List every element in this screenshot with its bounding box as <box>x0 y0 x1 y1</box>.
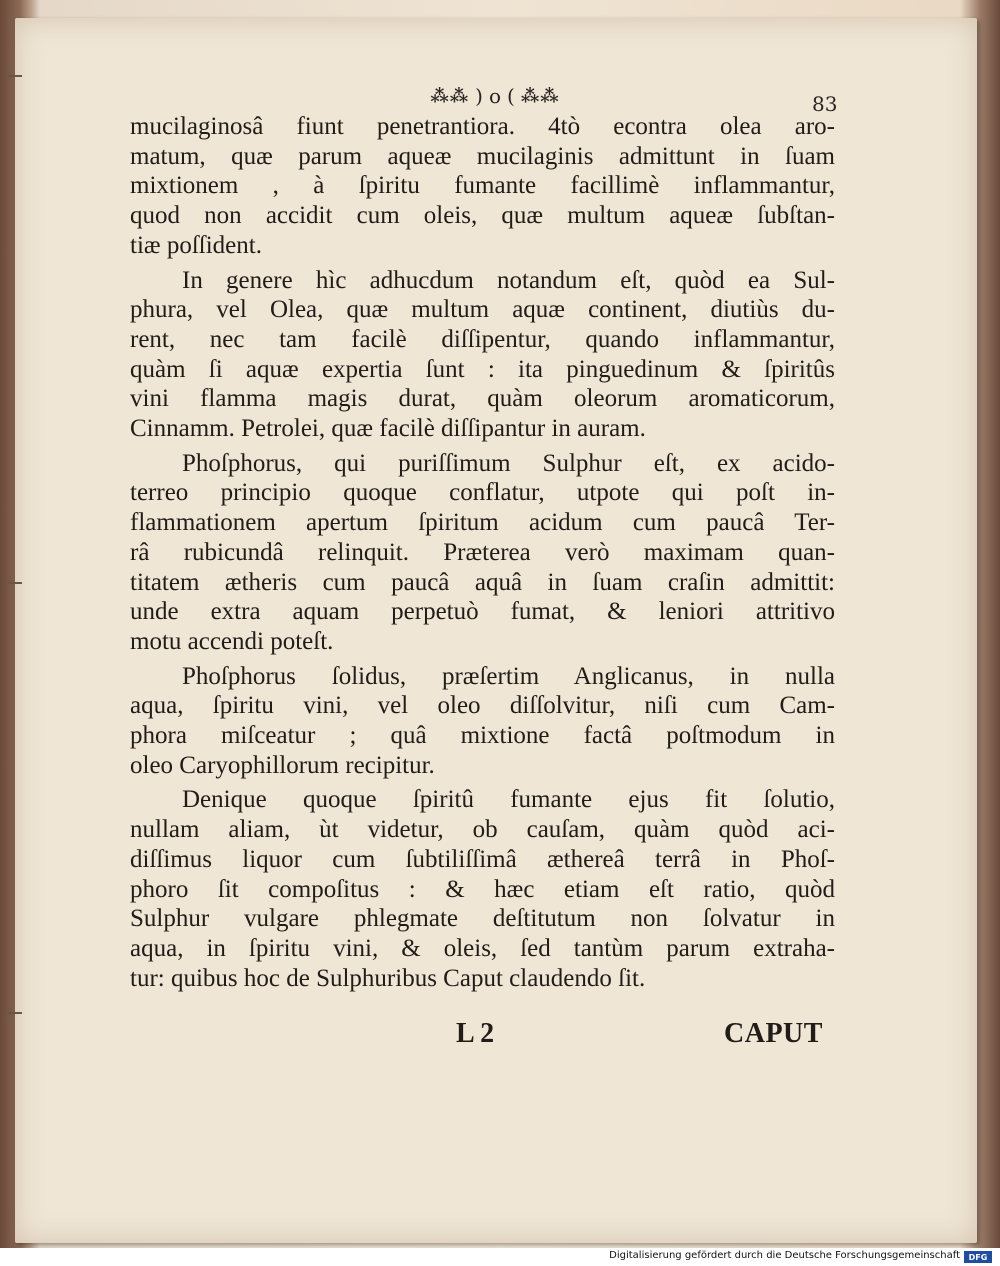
signature-mark: L 2 <box>456 1018 495 1049</box>
text-line: Sulphur vulgare phlegmate deſtitutum non ſolvatur in <box>130 905 835 933</box>
text-line: phora miſceatur ; quâ mixtione factâ poſtmodum in <box>130 722 835 750</box>
paragraph-5 <box>130 785 835 993</box>
binding-thread-mark <box>8 1012 22 1014</box>
text-line: diſſimus liquor cum ſubtiliſſimâ æthereâ terrâ in Phoſ- <box>130 845 835 873</box>
text-line: Phoſphorus, qui puriſſimum Sulphur eſt, ex acido- <box>182 449 835 477</box>
ornament-left: ⁂⁂ <box>430 85 470 107</box>
body-text <box>130 112 835 998</box>
paragraph-2 <box>130 266 835 444</box>
text-line: râ rubicundâ relinquit. Præterea verò maximam quan- <box>130 538 835 566</box>
binding-thread-mark <box>8 582 22 584</box>
page-number: 83 <box>812 92 838 116</box>
text-line: matum, quæ parum aqueæ mucilaginis admittunt in ſuam <box>130 142 835 170</box>
text-line: Denique quoque ſpiritû fumante ejus fit ſolutio, <box>182 786 835 814</box>
text-line: quàm ſi aquæ expertia ſunt : ita pinguedinum & ſpiritûs <box>130 355 835 383</box>
text-line: Phoſphorus ſolidus, præſertim Anglicanus, in nulla <box>182 662 835 690</box>
text-line: motu accendi poteſt. <box>130 627 334 655</box>
text-line: tiæ poſſident. <box>130 231 262 259</box>
ornament-right: ⁂⁂ <box>520 85 560 107</box>
text-line: unde extra aquam perpetuò fumat, & leniori attritivo <box>130 598 835 626</box>
text-line: In genere hìc adhucdum notandum eſt, quòd ea Sul- <box>182 266 835 294</box>
text-line: mixtionem , à ſpiritu fumante facillimè inflammantur, <box>130 172 835 200</box>
ornament-paren-right: ( <box>507 84 515 108</box>
text-line: phoro ſit compoſitus : & hæc etiam eſt ratio, quòd <box>130 875 835 903</box>
paragraph-3 <box>130 449 835 657</box>
dfg-logo-icon: DFG <box>964 1251 992 1263</box>
text-line: Cinnamm. Petrolei, quæ facilè diſſipantur in auram. <box>130 415 646 443</box>
text-line: titatem ætheris cum paucâ aquâ in ſuam craſin admittit: <box>130 568 835 596</box>
catchword: CAPUT <box>724 1018 823 1049</box>
text-line: vini flamma magis durat, quàm oleorum aromaticorum, <box>130 385 835 413</box>
binding-thread-mark <box>8 75 22 77</box>
text-line: aqua, ſpiritu vini, vel oleo diſſolvitur, niſi cum Cam- <box>130 692 835 720</box>
ornament-paren-left: ) <box>475 84 483 108</box>
text-line: quod non accidit cum oleis, quæ multum aqueæ ſubſtan- <box>130 202 835 230</box>
text-line: oleo Caryophillorum recipitur. <box>130 751 435 779</box>
text-line: tur: quibus hoc de Sulphuribus Caput claudendo ſit. <box>130 964 646 992</box>
digitization-credit: Digitalisierung gefördert durch die Deutsche Forschungsgemeinschaft <box>609 1250 960 1261</box>
text-line: rent, nec tam facilè diſſipentur, quando inflammantur, <box>130 325 835 353</box>
running-head-ornament <box>390 82 600 110</box>
text-line: phura, vel Olea, quæ multum aquæ continent, diutiùs du- <box>130 296 835 324</box>
text-line: nullam aliam, ùt videtur, ob cauſam, quàm quòd aci- <box>130 816 835 844</box>
paragraph-4 <box>130 662 835 781</box>
ornament-circle: o <box>488 84 502 108</box>
text-line: mucilaginosâ fiunt penetrantiora. 4tò econtra olea aro- <box>130 113 835 140</box>
text-line: aqua, in ſpiritu vini, & oleis, ſed tantùm parum extraha- <box>130 934 835 962</box>
page-footer <box>0 1018 1000 1058</box>
text-line: terreo principio quoque conflatur, utpote qui poſt in- <box>130 479 835 507</box>
text-line: flammationem apertum ſpiritum acidum cum paucâ Ter- <box>130 509 835 537</box>
paragraph-1 <box>130 112 835 261</box>
